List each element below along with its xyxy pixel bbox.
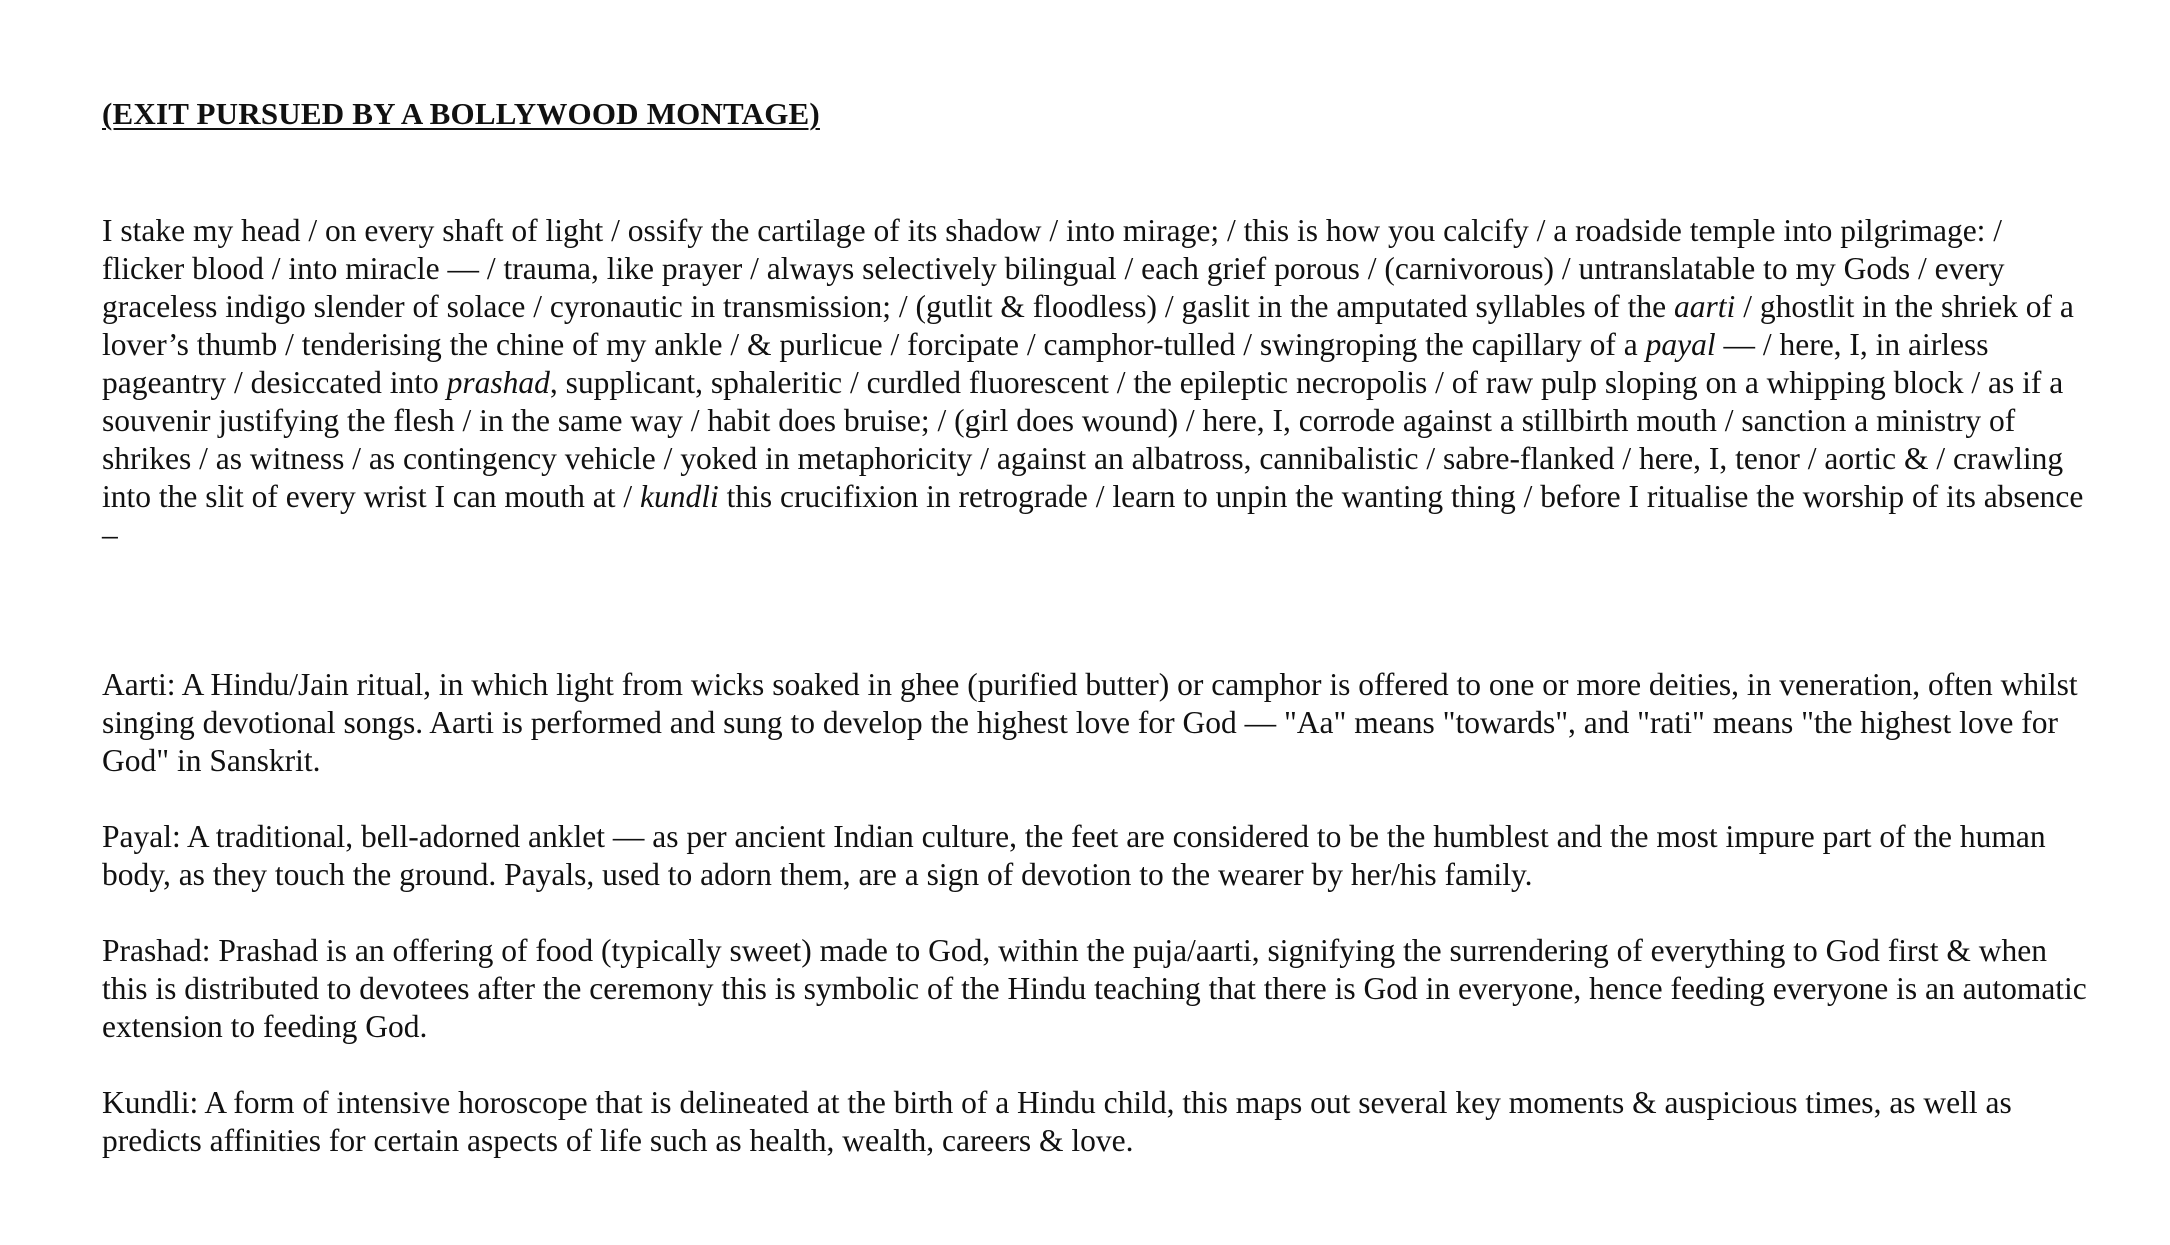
glossary-term: Payal : — [102, 819, 187, 854]
poem-segment: / ghostlit in the shriek of a lover’s thumb / tenderising the chine of my ankle / & purlicue / forcipate / camphor-tulled / swingroping the capillary of a — [102, 289, 2074, 362]
glossary-definition: A form of intensive horoscope that is delineated at the birth of a Hindu child, this maps out several key moments & auspicious times, as well as predicts affinities for certain aspects of life such as health, wealth, careers & love. — [102, 1085, 2012, 1158]
poem-body — [102, 212, 2092, 554]
glossary-definition: A traditional, bell-adorned anklet — as per ancient Indian culture, the feet are considered to be the humblest and the most impure part of the human body, as they touch the ground. Payals, used to adorn them, are a sign of devotion to the wearer by her/his family. — [102, 819, 2046, 892]
glossary-entry-aarti — [102, 666, 2092, 780]
glossary-term: Prashad : — [102, 933, 218, 968]
poem-segment: I stake my head / on every shaft of light / ossify the cartilage of its shadow / into mirage; / this is how you calcify / a roadside temple into pilgrimage: / flicker blood / into miracle — / trauma, like prayer / always selectively bilingual / each grief porous / (carnivorous) / untranslatable to my Gods / every graceless indigo slender of solace / cyronautic in transmission; / (gutlit & floodless) / gaslit in the amputated syllables of the — [102, 213, 2005, 324]
glossary — [102, 666, 2092, 1198]
poem-segment: this crucifixion in retrograde / learn to unpin the wanting thing / before I ritualise the worship of its absence – — [102, 479, 2084, 552]
glossary-definition: A Hindu/Jain ritual, in which light from wicks soaked in ghee (purified butter) or camphor is offered to one or more deities, in veneration, often whilst singing devotional songs. Aarti is performed and sung to develop the highest love for God — "Aa" means "towards", and "rati" means "the highest love for God" in Sanskrit. — [102, 667, 2078, 778]
poem-segment: — / here, I, in airless pageantry / desiccated into — [102, 327, 1989, 400]
poem-term-payal: payal — [1645, 327, 1716, 362]
poem-term-kundli: kundli — [640, 479, 719, 514]
glossary-entry-prashad — [102, 932, 2092, 1046]
glossary-entry-payal — [102, 818, 2092, 894]
poem-segment: , supplicant, sphaleritic / curdled fluorescent / the epileptic necropolis / of raw pulp sloping on a whipping block / as if a souvenir justifying the flesh / in the same way / habit does bruise; / (girl does wound) / here, I, corrode against a stillbirth mouth / sanction a ministry of shrikes / as witness / as contingency vehicle / yoked in metaphoricity / against an albatross, cannibalistic / sabre-flanked / here, I, tenor / aortic & / crawling into the slit of every wrist I can mouth at / — [102, 365, 2064, 514]
poem-term-prashad: prashad — [446, 365, 550, 400]
glossary-term: Aarti : — [102, 667, 182, 702]
poem-term-aarti: aarti — [1674, 289, 1736, 324]
glossary-definition: Prashad is an offering of food (typically sweet) made to God, within the puja/aarti, signifying the surrendering of everything to God first & when this is distributed to devotees after the ceremony this is symbolic of the Hindu teaching that there is God in everyone, hence feeding everyone is an automatic extension to feeding God. — [102, 933, 2087, 1044]
glossary-entry-kundli — [102, 1084, 2092, 1160]
document-title: (EXIT PURSUED BY A BOLLYWOOD MONTAGE) — [102, 96, 820, 131]
glossary-term: Kundli : — [102, 1085, 204, 1120]
